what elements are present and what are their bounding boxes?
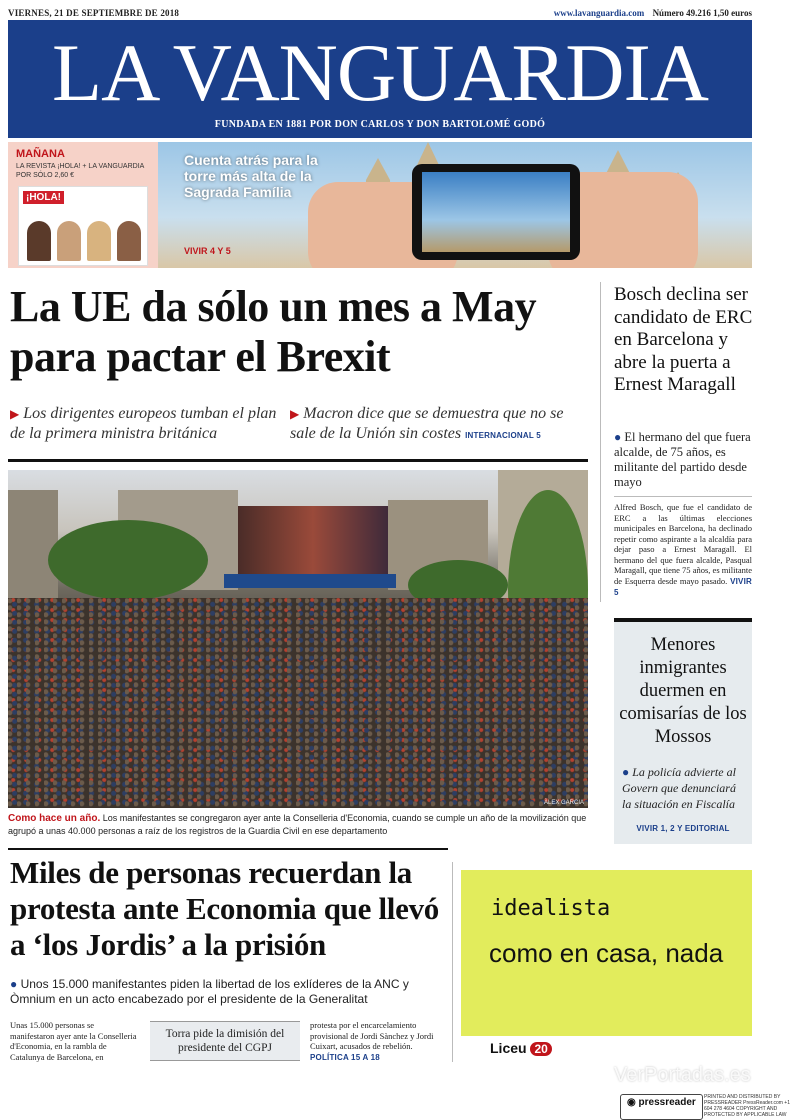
founded-line: FUNDADA EN 1881 POR DON CARLOS Y DON BARTOLOMÉ GODÓ (214, 119, 546, 130)
website-link[interactable]: www.lavanguardia.com (553, 8, 645, 18)
issue-date: VIERNES, 21 DE SEPTIEMBRE DE 2018 (8, 8, 180, 18)
masthead (8, 20, 752, 138)
bullet-icon: ● (10, 977, 18, 991)
section-divider (8, 459, 588, 462)
second-col-1: Unas 15.000 personas se manifestaron ayer ante la Conselleria d'Economia, en la rambla de Catalunya de Barcelona, en (10, 1020, 137, 1062)
newspaper-logo: LA VANGUARDIA (52, 27, 708, 118)
ad-brand: idealista (491, 896, 611, 921)
side-body-bosch (614, 502, 752, 599)
side-ref-wrap (614, 818, 752, 836)
side-deck-menores-text: La policía advierte al Govern que denunciará la situación en Fiscalía (622, 765, 736, 811)
cover-person (117, 221, 141, 261)
lead-point-2-text: Macron dice que se demuestra que no se sale de la Unión sin costes (290, 405, 564, 442)
hola-promo[interactable] (8, 142, 158, 268)
second-col-3-text: protesta por el encarcelamiento provisional de Jordi Sànchez y Jordi Cuixart, acusados de rebelión. (310, 1020, 434, 1051)
crowd-texture (8, 598, 588, 808)
promo-day: MAÑANA (16, 148, 65, 160)
section-divider (8, 848, 448, 850)
second-deck (10, 977, 440, 1007)
second-deck-text: Unos 15.000 manifestantes piden la libertad de los exlíderes de la ANC y Òmnium en un acto encabezado por el presidente de la Generalitat (10, 977, 409, 1006)
magazine-cover-image (18, 186, 148, 266)
protest-photo (8, 470, 588, 808)
side-body-bosch-text: Alfred Bosch, que fue el candidato de ERC a las últimas elecciones municipales en Barcelona, ha declinado repetir como aspirante a la alcaldía para dejar paso a Ernest Maragall. El hermano del que fuera alcalde, Pasqual Maragall, que tiene 75 años, es militante de Esquerra desde mayo pasado. (614, 502, 752, 586)
cover-person (57, 221, 81, 261)
tree-shape (48, 520, 208, 600)
liceu-number: 20 (530, 1042, 551, 1056)
caption-lead: Como hace un año. (8, 813, 101, 824)
side-headline-menores[interactable]: Menores inmigrantes duermen en comisarías de los Mossos (619, 635, 747, 747)
idealista-ad[interactable] (461, 870, 752, 1036)
promo-headline[interactable]: Cuenta atrás para la torre más alta de la Sagrada Família (184, 152, 318, 200)
pressreader-badge[interactable] (620, 1094, 703, 1120)
side-section-ref-menores[interactable]: VIVIR 1, 2 Y EDITORIAL (636, 824, 730, 833)
side-headline-bosch[interactable]: Bosch declina ser candidato de ERC en Barcelona y abre la puerta a Ernest Maragall (614, 284, 753, 395)
hola-logo: ¡HOLA! (23, 191, 64, 204)
column-divider (452, 862, 453, 1062)
blue-banner (224, 574, 396, 588)
lead-point-1-text: Los dirigentes europeos tumban el plan de la primera ministra británica (10, 405, 277, 442)
printed-notice: PRINTED AND DISTRIBUTED BY PRESSREADER PressReader.com +1 604 278 4604 COPYRIGHT AND PROTECTED BY APPLICABLE LAW (704, 1094, 791, 1118)
smartphone-image (412, 164, 580, 260)
second-col-3 (310, 1020, 444, 1063)
side-deck-menores (622, 764, 746, 812)
lead-headline[interactable]: La UE da sólo un mes a May para pactar el Brexit (10, 282, 537, 381)
top-info-bar (8, 6, 752, 20)
menores-box[interactable] (614, 618, 752, 844)
ad-slogan: como en casa, nada (489, 938, 724, 968)
photo-caption (8, 812, 590, 837)
side-section-ref-bosch[interactable]: VIVIR 5 (614, 576, 752, 597)
divider (614, 496, 752, 497)
giant-banner (238, 506, 388, 574)
side-deck-bosch (614, 430, 764, 490)
issue-meta (554, 8, 752, 18)
column-divider (600, 282, 601, 602)
photo-credit: ÀLEX GARCIA (543, 800, 584, 806)
red-arrow-icon: ▶ (10, 407, 20, 421)
lead-point-2 (290, 404, 590, 445)
promo-banner[interactable] (8, 142, 752, 268)
caption-text: Los manifestantes se congregaron ayer ante la Conselleria d'Economia, cuando se cumple un año de la movilización que agrupó a unas 40.000 personas a raíz de los registros de la Guardia Civil en ese departamento (8, 813, 587, 836)
pressreader-label: pressreader (638, 1097, 696, 1108)
pressreader-icon: ◉ (627, 1097, 636, 1108)
lead-section-ref[interactable]: INTERNACIONAL 5 (465, 431, 541, 440)
issue-number: Número 49.216 (652, 8, 711, 18)
second-headline[interactable]: Miles de personas recuerdan la protesta ante Economia que llevó a ‘los Jordis’ a la prisión (10, 855, 439, 962)
site-watermark: VerPortadas.es (614, 1064, 751, 1086)
cover-person (87, 221, 111, 261)
phone-screen (422, 172, 570, 252)
bullet-icon: ● (614, 430, 622, 444)
torra-box[interactable]: Torra pide la dimisión del presidente del CGPJ (150, 1021, 300, 1061)
second-section-ref[interactable]: POLÍTICA 15 A 18 (310, 1052, 380, 1062)
red-arrow-icon: ▶ (290, 407, 300, 421)
lead-point-1 (10, 404, 280, 443)
side-deck-bosch-text: El hermano del que fuera alcalde, de 75 años, es militante del partido desde mayo (614, 430, 751, 489)
liceu-name: Liceu (490, 1040, 527, 1056)
liceu-logo[interactable] (490, 1040, 552, 1056)
bullet-icon: ● (622, 765, 630, 779)
cover-person (27, 221, 51, 261)
magazine-offer: LA REVISTA ¡HOLA! + LA VANGUARDIA POR SÓLO 2,60 € (16, 163, 144, 179)
issue-price: 1,50 euros (713, 8, 752, 18)
promo-section-ref[interactable]: VIVIR 4 Y 5 (184, 246, 231, 256)
